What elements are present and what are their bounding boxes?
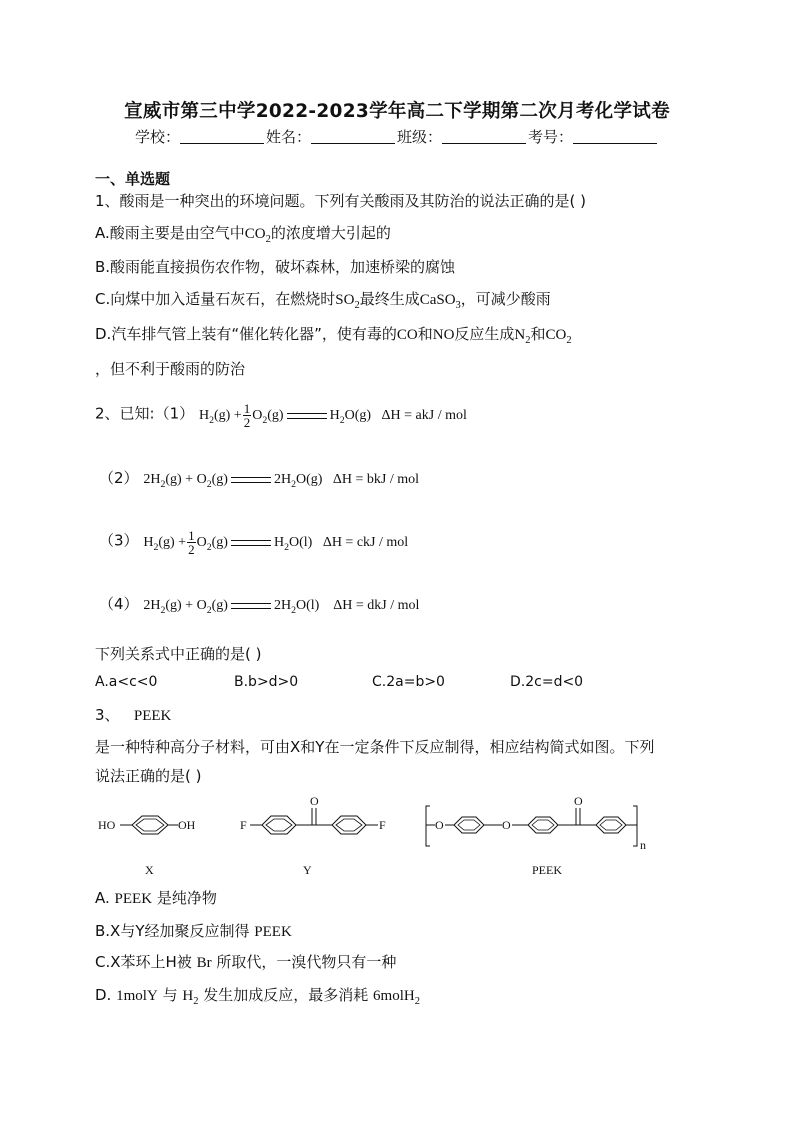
peek-o-mid: O bbox=[502, 818, 511, 832]
q3-number: 3、 PEEK bbox=[95, 706, 172, 724]
exam-number-label: 考号： bbox=[528, 128, 574, 146]
q2-question: 下列关系式中正确的是( ) bbox=[95, 645, 262, 663]
q1-option-a: A.酸雨主要是由空气中$CO_2$的浓度增大引起的 bbox=[95, 224, 391, 245]
q2-option-a: A.a<c<0 bbox=[95, 674, 158, 690]
exam-title: 宣威市第三中学2022-2023学年高二下学期第二次月考化学试卷 bbox=[124, 101, 670, 122]
q1-option-d-continued: ，但不利于酸雨的防治 bbox=[95, 360, 246, 378]
student-info-line bbox=[0, 126, 794, 147]
y-f-left-label: F bbox=[240, 818, 247, 832]
structure-y bbox=[250, 808, 378, 834]
q3-option-b: B.X与Y经加聚反应制得 PEEK bbox=[95, 922, 292, 940]
y-f-right-label: F bbox=[379, 818, 386, 832]
q3-stem-line1: 是一种特种高分子材料，可由X和Y在一定条件下反应制得，相应结构简式如图。下列 bbox=[95, 738, 655, 756]
q2-equation-3: （3） $H_2(g)$ + $\frac{1}{2}$ $O_2(g)$ $H_2O(l) \Delta H$ = ckJ / mol bbox=[99, 528, 409, 557]
q2-option-b: B.b>d>0 bbox=[234, 674, 299, 690]
q3-stem-line2: 说法正确的是( ) bbox=[95, 767, 202, 785]
label-x: X bbox=[145, 863, 154, 877]
q2-option-c: C.2a=b>0 bbox=[372, 674, 445, 690]
q1-option-c: C.向煤中加入适量石灰石，在燃烧时$SO_2$最终生成CaSO$_3$，可减少酸雨 bbox=[95, 290, 551, 311]
name-blank bbox=[311, 129, 395, 144]
class-label: 班级： bbox=[397, 128, 443, 146]
q2-equation-2: （2） $2H_2(g) + O_2(g)$ $2H_2O(g) \Delta H$ = bkJ / mol bbox=[99, 469, 420, 490]
x-ho-label: HO bbox=[98, 818, 116, 832]
x-oh-label: OH bbox=[178, 818, 196, 832]
school-label: 学校： bbox=[134, 128, 180, 146]
y-carbonyl-o: O bbox=[310, 794, 319, 808]
q2-equation-1: 2、已知:（1） $H_2(g)$ + $\frac{1}{2}$ $O_2(g)$ $H_2O(g) \Delta H$ = akJ / mol bbox=[95, 401, 467, 430]
q3-structures-figure bbox=[90, 790, 670, 882]
q1-stem: 1、酸雨是一种突出的环境问题。下列有关酸雨及其防治的说法正确的是( ) bbox=[95, 192, 587, 210]
q3-option-c: C.X苯环上H被 Br 所取代，一溴代物只有一种 bbox=[95, 953, 397, 971]
peek-n-subscript: n bbox=[640, 838, 646, 852]
exam-number-blank bbox=[573, 129, 657, 144]
peek-carbonyl-o: O bbox=[574, 794, 583, 808]
q1-option-b: B.酸雨能直接损伤农作物，破坏森林，加速桥梁的腐蚀 bbox=[95, 258, 456, 276]
structure-x bbox=[120, 816, 178, 834]
name-label: 姓名： bbox=[265, 128, 311, 146]
school-blank bbox=[180, 129, 264, 144]
q1-option-d: D.汽车排气管上装有“催化转化器”，使有毒的CO和NO反应生成$N_2$和$CO_2$ bbox=[95, 325, 572, 346]
structure-peek bbox=[426, 806, 637, 846]
q2-equation-4: （4） $2H_2(g) + O_2(g)$ $2H_2O(l)$ ΔH = dkJ / mol bbox=[99, 595, 420, 616]
label-peek: PEEK bbox=[532, 863, 562, 877]
peek-o-left: O bbox=[435, 818, 444, 832]
label-y: Y bbox=[303, 863, 312, 877]
class-blank bbox=[442, 129, 526, 144]
q3-option-a: A. PEEK 是纯净物 bbox=[95, 889, 217, 907]
q2-option-d: D.2c=d<0 bbox=[510, 674, 584, 690]
section-title: 一、单选题 bbox=[95, 170, 171, 188]
q3-option-d: D. 1molY 与 $H_2$ 发生加成反应，最多消耗 6molH$_2$ bbox=[95, 986, 420, 1007]
